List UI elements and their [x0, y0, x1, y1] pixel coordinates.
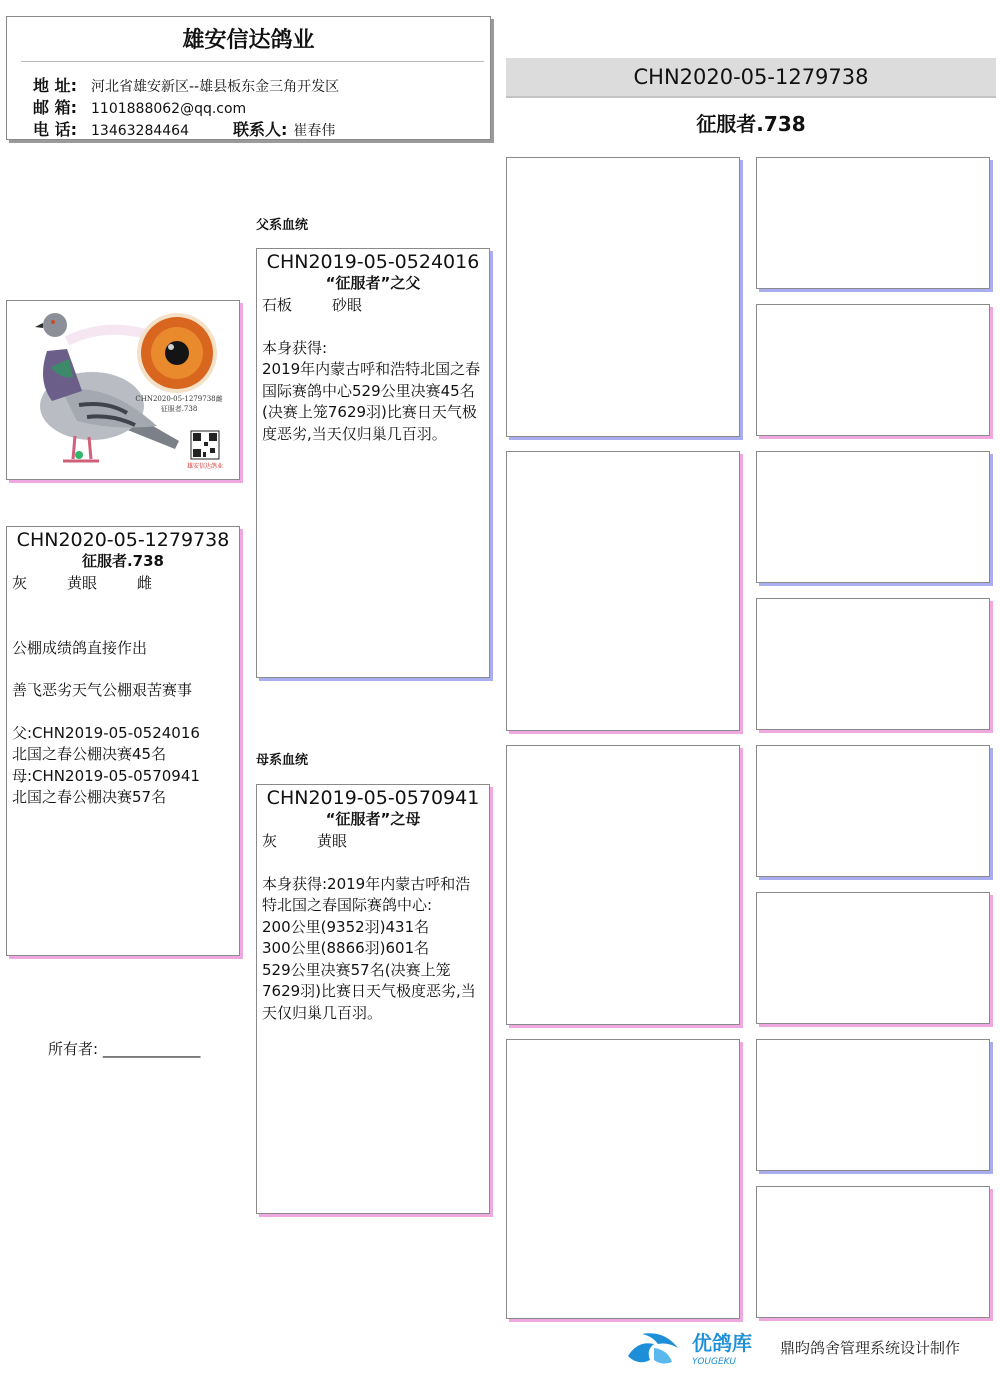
dam-result: 529公里决赛57名(决赛上笼7629羽)比赛日天气极度恶劣,当天仅归巢几百羽。 [262, 960, 476, 1022]
email-label: 邮 箱: [33, 98, 77, 117]
dam-result: 200公里(9352羽)431名 [262, 917, 430, 936]
great-grandparent-card [756, 1039, 990, 1171]
breeder-info-card [6, 16, 491, 140]
owner-line [48, 1038, 200, 1059]
header-divider [21, 61, 484, 62]
photo-caption-ring: CHN2020-05-1279738雌 [135, 395, 223, 403]
sire-section-label: 父系血统 [256, 218, 309, 233]
great-grandparent-card [756, 598, 990, 730]
address-value: 河北省雄安新区--雄县板东金三角开发区 [91, 79, 340, 95]
great-grandparent-card [756, 304, 990, 436]
granddam-paternal-card [506, 451, 740, 731]
email-value: 1101888062@qq.com [91, 101, 247, 117]
subject-sex: 雌 [137, 574, 153, 592]
dam-section-label: 母系血统 [256, 753, 309, 768]
footer-brand-en: YOUGEKU [692, 1357, 737, 1367]
contact-label: 联系人: [232, 120, 288, 139]
owner-blank: _____________ [102, 1040, 201, 1058]
phone-row [33, 117, 335, 140]
qr-code-icon [191, 431, 219, 459]
subject-note: 北国之春公棚决赛57名 [12, 788, 167, 806]
great-grandparent-card [756, 451, 990, 583]
sire-ring: CHN2019-05-0524016 [266, 251, 480, 273]
dam-ring: CHN2019-05-0570941 [266, 787, 480, 809]
sire-achievement-label: 本身获得: [262, 338, 328, 357]
subject-note: 善飞恶劣天气公棚艰苦赛事 [12, 681, 193, 699]
photo-caption-name: 征服者.738 [160, 405, 198, 413]
email-row [33, 95, 246, 118]
address-label: 地 址: [33, 76, 77, 95]
pigeon-photo [6, 300, 240, 480]
sire-eye: 砂眼 [332, 296, 363, 314]
dam-achievement: 本身获得:2019年内蒙古呼和浩特北国之春国际赛鸽中心: [262, 874, 471, 914]
subject-note: 母:CHN2019-05-0570941 [12, 766, 200, 785]
sire-color: 石板 [262, 296, 293, 314]
great-grandparent-card [756, 745, 990, 877]
pigeon-name-heading: 征服者.738 [696, 112, 806, 136]
address-row [33, 73, 339, 96]
sire-attributes [262, 295, 484, 317]
phone-label: 电 话: [33, 120, 77, 139]
great-grandparent-card [756, 892, 990, 1024]
grandsire-paternal-card [506, 157, 740, 437]
subject-note: 父:CHN2019-05-0524016 [12, 723, 200, 742]
dam-title: “征服者”之母 [325, 810, 421, 828]
phone-value: 13463284464 [91, 123, 189, 139]
great-grandparent-card [756, 1186, 990, 1318]
ring-number-banner: CHN2020-05-1279738 [506, 58, 996, 98]
subject-note: 北国之春公棚决赛45名 [12, 745, 167, 763]
subject-attributes [12, 573, 234, 595]
yougeku-logo [624, 1326, 774, 1370]
pigeon-illustration [7, 301, 239, 479]
footer-credit: 鼎昀鸽舍管理系统设计制作 [780, 1339, 961, 1357]
photo-watermark: 雄安信达鸽业 [186, 463, 224, 470]
dam-card [256, 784, 490, 1214]
grandsire-maternal-card [506, 745, 740, 1025]
dam-color: 灰 [262, 832, 278, 850]
sire-title: “征服者”之父 [325, 274, 421, 292]
footer-brand: 优鸽库 [692, 1331, 752, 1355]
subject-name: 征服者.738 [81, 552, 164, 570]
dam-eye: 黄眼 [317, 832, 348, 850]
subject-color: 灰 [12, 574, 28, 592]
sire-card [256, 248, 490, 678]
subject-note: 公棚成绩鸽直接作出 [12, 638, 148, 657]
great-grandparent-card [756, 157, 990, 289]
subject-ring: CHN2020-05-1279738 [16, 529, 230, 551]
owner-label: 所有者: [48, 1040, 99, 1058]
dam-result: 300公里(8866羽)601名 [262, 939, 430, 957]
sire-achievement: 2019年内蒙古呼和浩特北国之春国际赛鸽中心529公里决赛45名(决赛上笼7629羽)比赛日天气极度恶劣,当天仅归巢几百羽。 [262, 360, 481, 443]
breeder-name: 雄安信达鸽业 [182, 28, 315, 53]
dam-attributes [262, 831, 484, 853]
subject-pigeon-card [6, 526, 240, 956]
granddam-maternal-card [506, 1039, 740, 1319]
subject-eye: 黄眼 [67, 574, 98, 592]
contact-value: 崔春伟 [293, 123, 336, 139]
